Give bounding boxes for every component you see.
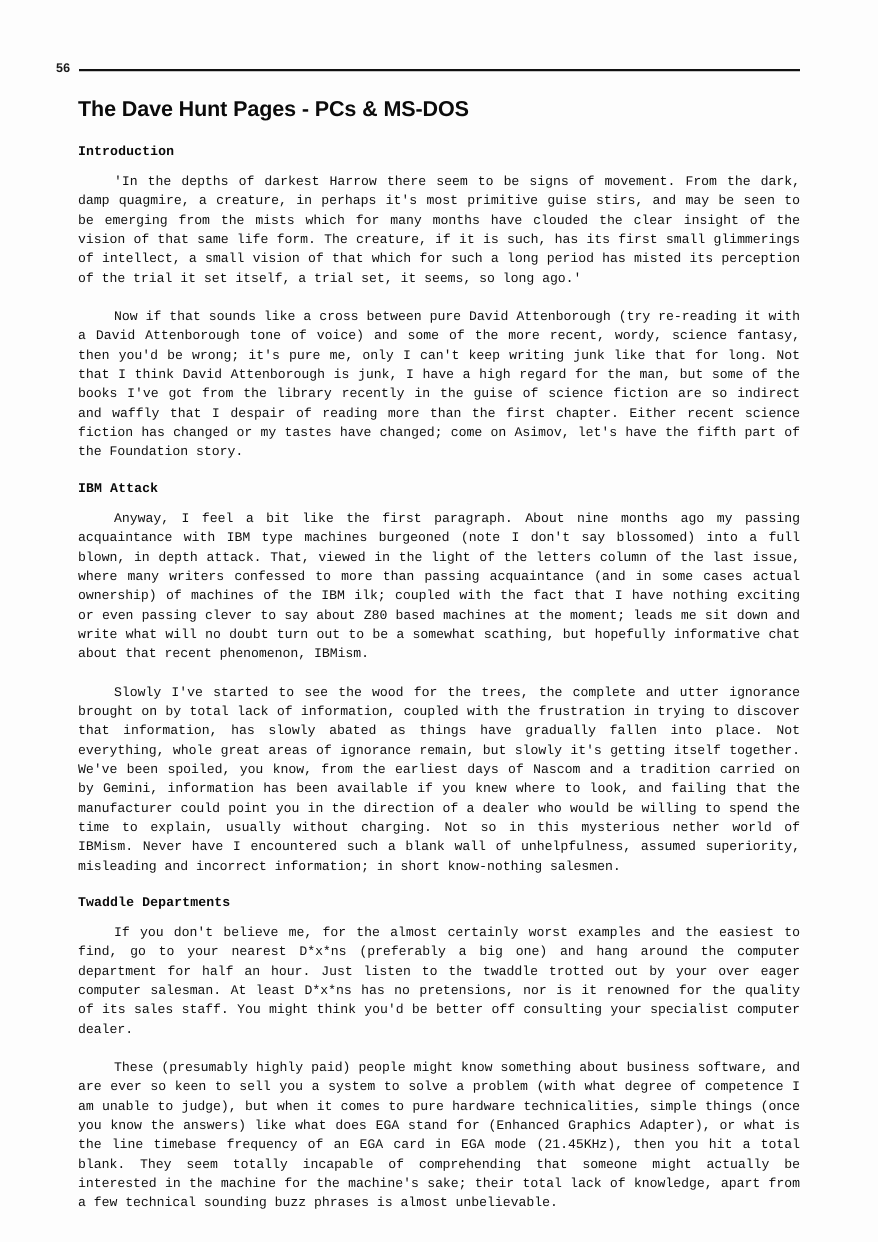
page-number: 56	[56, 60, 71, 75]
page-title: The Dave Hunt Pages - PCs & MS-DOS	[78, 97, 469, 121]
section-heading-introduction: Introduction	[78, 144, 175, 159]
article-body	[78, 96, 800, 1213]
paragraph: If you don't believe me, for the almost certainly worst examples and the easiest to find, go to your nearest D*x*ns (preferably a big one) and hang around the computer department for half an hour. Just listen to the twaddle trotted out by your over eager computer salesman. At least D*x*ns has no pretensions, nor is it renowned for the quality of its sales staff. You might think you'd be better off consulting your specialist computer dealer.	[78, 925, 800, 1037]
paragraph: These (presumably highly paid) people might know something about business software, and are ever so keen to sell you a system to solve a problem (with what degree of competence I am unable to judge), but when it comes to pure hardware technicalities, simple things (once you know the answers) like what does EGA stand for (Enhanced Graphics Adapter), or what is the line timebase frequency of an EGA card in EGA mode (21.45KHz), then you hit a total blank. They seem totally incapable of comprehending that someone might actually be interested in the machine for the machine's sake; their total lack of knowledge, apart from a few technical sounding buzz phrases is almost unbelievable.	[78, 1060, 800, 1211]
paragraph: 'In the depths of darkest Harrow there seem to be signs of movement. From the dark, damp quagmire, a creature, in perhaps it's most primitive guise stirs, and may be seen to be emerging from the mists which for many months have clouded the clear insight of the vision of that same life form. The creature, if it is such, has its first small glimmerings of intellect, a small vision of that which for such a long period has misted its perception of the trial it set itself, a trial set, it seems, so long ago.'	[78, 174, 800, 286]
paragraph: Now if that sounds like a cross between pure David Attenborough (try re-reading it with a David Attenborough tone of voice) and some of the more recent, wordy, science fantasy, then you'd be wrong; it's pure me, only I can't keep writing junk like that for long. Not that I think David Attenborough is junk, I have a high regard for the man, but some of the books I've got from the library recently in the guise of science fiction are so indirect and waffly that I despair of reading more than the first chapter. Either recent science fiction has changed or my tastes have changed; come on Asimov, let's have the fifth part of the Foundation story.	[78, 309, 800, 460]
running-head	[56, 58, 800, 78]
section-heading-ibm-attack: IBM Attack	[78, 480, 159, 496]
paragraph: Anyway, I feel a bit like the first paragraph. About nine months ago my passing acquaintance with IBM type machines burgeoned (note I don't say blossomed) into a full blown, in depth attack. That, viewed in the light of the letters column of the last issue, where many writers confessed to more than passing acquaintance (and in some cases actual ownership) of machines of the IBM ilk; coupled with the fact that I have nothing exciting or even passing clever to say about Z80 based machines at the moment; leads me sit down and write what will no doubt turn out to be a somewhat scathing, but hopefully informative chat about that recent phenomenon, IBMism.	[78, 510, 800, 662]
header-rule	[79, 69, 800, 71]
section-heading-twaddle-departments: Twaddle Departments	[78, 895, 231, 910]
paragraph: Slowly I've started to see the wood for the trees, the complete and utter ignorance brought on by total lack of information, coupled with the frustration in trying to discover that information, has slowly abated as things have gradually fallen into place. Not everything, whole great areas of ignorance remain, but slowly it's getting itself together. We've been spoiled, you know, from the earliest days of Nascom and a tradition carried on by Gemini, information has been available if you knew where to look, and failing that the manufacturer could point you in the direction of a dealer who would be willing to spend the time to explain, usually without charging. Not so in this mysterious nether world of IBMism. Never have I encountered such a blank wall of unhelpfulness, assumed superiority, misleading and incorrect information; in short know-nothing salesmen.	[78, 684, 800, 874]
